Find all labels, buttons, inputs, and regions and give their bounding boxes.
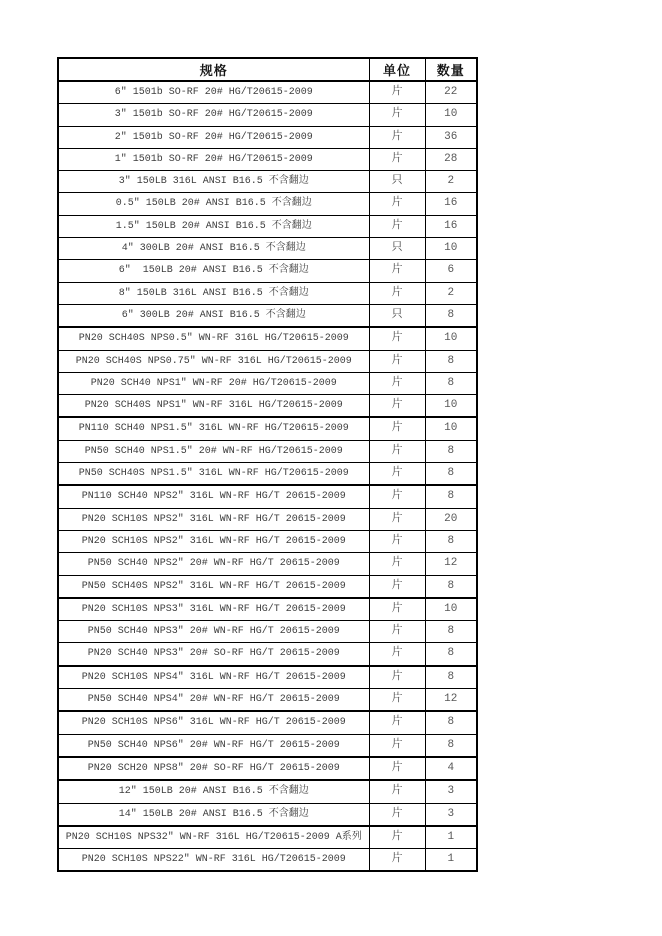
cell-spec: PN20 SCH40S NPS0.5″ WN-RF 316L HG/T20615-2009: [58, 327, 369, 350]
cell-unit: 片: [369, 711, 425, 734]
cell-spec: PN20 SCH40S NPS0.75″ WN-RF 316L HG/T20615-2009: [58, 350, 369, 372]
table-header: [58, 58, 477, 81]
cell-spec: PN20 SCH10S NPS3″ 316L WN-RF HG/T 20615-2009: [58, 598, 369, 621]
table-row: [58, 395, 477, 418]
cell-spec: 6″ 150LB 20# ANSI B16.5 不含翻边: [58, 260, 369, 282]
cell-qty: 12: [425, 553, 477, 575]
cell-spec: 8″ 150LB 316L ANSI B16.5 不含翻边: [58, 282, 369, 304]
cell-qty: 8: [425, 440, 477, 462]
table-row: [58, 440, 477, 462]
cell-spec: PN50 SCH40S NPS2″ 316L WN-RF HG/T 20615-2009: [58, 575, 369, 598]
cell-unit: 只: [369, 304, 425, 327]
table-row: [58, 780, 477, 803]
cell-unit: 片: [369, 81, 425, 104]
cell-unit: 片: [369, 104, 425, 126]
cell-spec: PN20 SCH40S NPS1″ WN-RF 316L HG/T20615-2009: [58, 395, 369, 418]
table-row: [58, 126, 477, 148]
table-row: [58, 81, 477, 104]
cell-spec: 3″ 1501b SO-RF 20# HG/T20615-2009: [58, 104, 369, 126]
cell-qty: 10: [425, 104, 477, 126]
cell-spec: 0.5" 150LB 20# ANSI B16.5 不含翻边: [58, 193, 369, 215]
cell-qty: 8: [425, 350, 477, 372]
cell-spec: 12" 150LB 20# ANSI B16.5 不含翻边: [58, 780, 369, 803]
cell-unit: 片: [369, 508, 425, 530]
cell-spec: 1.5" 150LB 20# ANSI B16.5 不含翻边: [58, 215, 369, 237]
cell-spec: PN20 SCH40 NPS1″ WN-RF 20# HG/T20615-2009: [58, 372, 369, 394]
table-row: [58, 530, 477, 552]
cell-unit: 片: [369, 643, 425, 666]
table-row: [58, 463, 477, 486]
table-row: [58, 575, 477, 598]
cell-qty: 8: [425, 485, 477, 508]
cell-qty: 20: [425, 508, 477, 530]
cell-qty: 8: [425, 304, 477, 327]
cell-qty: 8: [425, 734, 477, 757]
cell-qty: 16: [425, 193, 477, 215]
cell-qty: 10: [425, 598, 477, 621]
cell-unit: 片: [369, 372, 425, 394]
cell-spec: PN50 SCH40 NPS6″ 20# WN-RF HG/T 20615-2009: [58, 734, 369, 757]
cell-spec: 4" 300LB 20# ANSI B16.5 不含翻边: [58, 238, 369, 260]
cell-qty: 16: [425, 215, 477, 237]
cell-spec: 1″ 1501b SO-RF 20# HG/T20615-2009: [58, 148, 369, 170]
cell-qty: 8: [425, 530, 477, 552]
cell-spec: PN20 SCH10S NPS22″ WN-RF 316L HG/T20615-2009: [58, 849, 369, 872]
table-row: [58, 689, 477, 712]
cell-spec: 6″ 1501b SO-RF 20# HG/T20615-2009: [58, 81, 369, 104]
cell-qty: 36: [425, 126, 477, 148]
table-row: [58, 215, 477, 237]
cell-qty: 28: [425, 148, 477, 170]
cell-qty: 12: [425, 689, 477, 712]
cell-unit: 片: [369, 575, 425, 598]
table-row: [58, 417, 477, 440]
header-row: [58, 58, 477, 81]
cell-unit: 片: [369, 734, 425, 757]
table-row: [58, 621, 477, 643]
cell-unit: 片: [369, 689, 425, 712]
cell-unit: 片: [369, 666, 425, 689]
cell-unit: 片: [369, 849, 425, 872]
col-header-qty: 数量: [425, 58, 477, 81]
cell-unit: 片: [369, 530, 425, 552]
cell-unit: 片: [369, 803, 425, 826]
cell-qty: 6: [425, 260, 477, 282]
cell-qty: 22: [425, 81, 477, 104]
cell-qty: 8: [425, 711, 477, 734]
table-row: [58, 304, 477, 327]
cell-unit: 片: [369, 193, 425, 215]
table-row: [58, 282, 477, 304]
cell-qty: 8: [425, 575, 477, 598]
cell-unit: 片: [369, 485, 425, 508]
spec-table: [57, 57, 478, 872]
cell-qty: 8: [425, 643, 477, 666]
table-row: [58, 553, 477, 575]
cell-qty: 2: [425, 171, 477, 193]
cell-spec: PN50 SCH40 NPS3″ 20# WN-RF HG/T 20615-2009: [58, 621, 369, 643]
table-row: [58, 803, 477, 826]
cell-unit: 片: [369, 148, 425, 170]
table-row: [58, 643, 477, 666]
cell-unit: 片: [369, 126, 425, 148]
cell-spec: PN110 SCH40 NPS1.5″ 316L WN-RF HG/T20615-2009: [58, 417, 369, 440]
table-row: [58, 485, 477, 508]
cell-qty: 3: [425, 780, 477, 803]
cell-spec: PN20 SCH10S NPS4″ 316L WN-RF HG/T 20615-2009: [58, 666, 369, 689]
cell-spec: PN50 SCH40 NPS2″ 20# WN-RF HG/T 20615-2009: [58, 553, 369, 575]
col-header-spec: 规格: [58, 58, 369, 81]
cell-qty: 8: [425, 372, 477, 394]
table-row: [58, 711, 477, 734]
cell-spec: PN20 SCH10S NPS2″ 316L WN-RF HG/T 20615-2009: [58, 530, 369, 552]
cell-qty: 1: [425, 826, 477, 849]
cell-unit: 片: [369, 826, 425, 849]
cell-unit: 片: [369, 440, 425, 462]
cell-qty: 10: [425, 238, 477, 260]
table-row: [58, 666, 477, 689]
cell-unit: 只: [369, 238, 425, 260]
table-row: [58, 598, 477, 621]
cell-spec: 2″ 1501b SO-RF 20# HG/T20615-2009: [58, 126, 369, 148]
cell-qty: 10: [425, 417, 477, 440]
cell-unit: 片: [369, 395, 425, 418]
table-row: [58, 372, 477, 394]
table-row: [58, 148, 477, 170]
cell-qty: 8: [425, 621, 477, 643]
cell-unit: 片: [369, 621, 425, 643]
table-row: [58, 193, 477, 215]
cell-qty: 1: [425, 849, 477, 872]
cell-unit: 片: [369, 327, 425, 350]
cell-unit: 片: [369, 553, 425, 575]
cell-qty: 4: [425, 757, 477, 780]
cell-unit: 片: [369, 780, 425, 803]
table-row: [58, 734, 477, 757]
table-row: [58, 327, 477, 350]
cell-qty: 10: [425, 395, 477, 418]
col-header-unit: 单位: [369, 58, 425, 81]
table-row: [58, 104, 477, 126]
cell-unit: 片: [369, 463, 425, 486]
cell-qty: 3: [425, 803, 477, 826]
cell-spec: 3" 150LB 316L ANSI B16.5 不含翻边: [58, 171, 369, 193]
cell-spec: PN50 SCH40S NPS1.5″ 316L WN-RF HG/T20615-2009: [58, 463, 369, 486]
table-row: [58, 508, 477, 530]
cell-qty: 8: [425, 463, 477, 486]
cell-unit: 片: [369, 598, 425, 621]
cell-spec: PN20 SCH10S NPS32″ WN-RF 316L HG/T20615-2009 A系列: [58, 826, 369, 849]
table-row: [58, 260, 477, 282]
cell-unit: 只: [369, 171, 425, 193]
cell-qty: 2: [425, 282, 477, 304]
table-row: [58, 238, 477, 260]
cell-spec: PN20 SCH20 NPS8″ 20# SO-RF HG/T 20615-2009: [58, 757, 369, 780]
cell-spec: PN110 SCH40 NPS2″ 316L WN-RF HG/T 20615-2009: [58, 485, 369, 508]
cell-qty: 8: [425, 666, 477, 689]
cell-unit: 片: [369, 757, 425, 780]
table-row: [58, 757, 477, 780]
table-row: [58, 171, 477, 193]
cell-spec: PN20 SCH40 NPS3″ 20# SO-RF HG/T 20615-2009: [58, 643, 369, 666]
cell-spec: 14" 150LB 20# ANSI B16.5 不含翻边: [58, 803, 369, 826]
cell-spec: PN50 SCH40 NPS1.5″ 20# WN-RF HG/T20615-2009: [58, 440, 369, 462]
cell-unit: 片: [369, 350, 425, 372]
cell-spec: PN20 SCH10S NPS6″ 316L WN-RF HG/T 20615-2009: [58, 711, 369, 734]
cell-spec: 6" 300LB 20# ANSI B16.5 不含翻边: [58, 304, 369, 327]
table-row: [58, 849, 477, 872]
table-row: [58, 350, 477, 372]
cell-qty: 10: [425, 327, 477, 350]
cell-spec: PN50 SCH40 NPS4″ 20# WN-RF HG/T 20615-2009: [58, 689, 369, 712]
cell-unit: 片: [369, 215, 425, 237]
cell-unit: 片: [369, 282, 425, 304]
cell-unit: 片: [369, 260, 425, 282]
table-row: [58, 826, 477, 849]
table-body: [58, 81, 477, 871]
cell-unit: 片: [369, 417, 425, 440]
cell-spec: PN20 SCH10S NPS2″ 316L WN-RF HG/T 20615-2009: [58, 508, 369, 530]
